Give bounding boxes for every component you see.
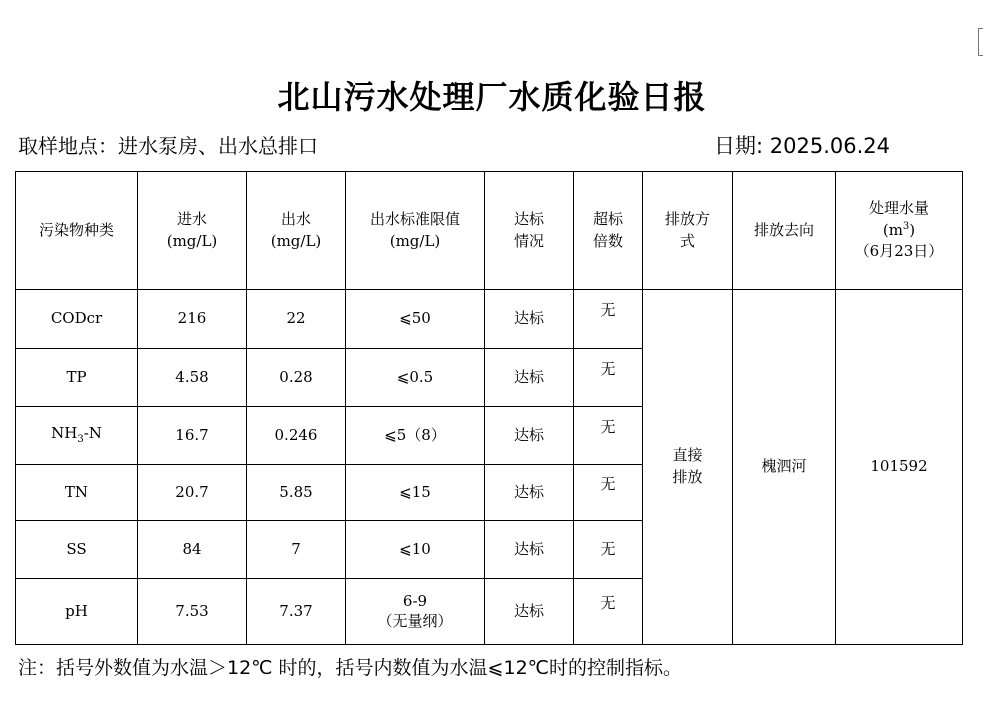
limit-value: ⩽0.5 <box>346 349 485 407</box>
header-discharge-mode: 排放方 式 <box>643 172 733 290</box>
header-pollutant: 污染物种类 <box>16 172 138 290</box>
table-row <box>16 290 963 349</box>
limit-value: 6-9 （无量纲） <box>346 579 485 645</box>
pollutant-name: $NH_3-N$ <box>16 407 138 465</box>
pollutant-name: TN <box>16 465 138 521</box>
exceed-multiple: 无 <box>574 407 643 465</box>
influent-value: 7.53 <box>138 579 247 645</box>
report-date <box>714 130 890 160</box>
discharge-destination: 槐泗河 <box>733 290 836 645</box>
pollutant-name: CODcr <box>16 290 138 349</box>
header-exceed: 超标 倍数 <box>574 172 643 290</box>
compliance-status: 达标 <box>485 579 574 645</box>
effluent-value: 7 <box>247 521 346 579</box>
limit-value: ⩽10 <box>346 521 485 579</box>
exceed-multiple: 无 <box>574 579 643 645</box>
compliance-status: 达标 <box>485 521 574 579</box>
header-compliance: 达标 情况 <box>485 172 574 290</box>
header-discharge-destination: 排放去向 <box>733 172 836 290</box>
water-quality-table <box>15 171 963 645</box>
sampling-location: 取样地点：进水泵房、出水总排口 <box>18 134 318 158</box>
limit-value: ⩽15 <box>346 465 485 521</box>
discharge-mode: 直接 排放 <box>643 290 733 645</box>
limit-value: ⩽5（8） <box>346 407 485 465</box>
date-label: 日期: <box>714 134 764 158</box>
pollutant-name: SS <box>16 521 138 579</box>
influent-value: 20.7 <box>138 465 247 521</box>
exceed-multiple: 无 <box>574 290 643 349</box>
pollutant-name: TP <box>16 349 138 407</box>
limit-value: ⩽50 <box>346 290 485 349</box>
influent-value: 4.58 <box>138 349 247 407</box>
exceed-multiple: 无 <box>574 349 643 407</box>
exceed-multiple: 无 <box>574 465 643 521</box>
effluent-value: 22 <box>247 290 346 349</box>
footnote: 注：括号外数值为水温＞12℃ 时的，括号内数值为水温⩽12℃时的控制指标。 <box>18 657 682 679</box>
page-corner-mark <box>978 28 983 56</box>
header-row <box>16 172 963 290</box>
influent-value: 216 <box>138 290 247 349</box>
influent-value: 84 <box>138 521 247 579</box>
compliance-status: 达标 <box>485 349 574 407</box>
date-value: 2025.06.24 <box>769 134 891 158</box>
effluent-value: 7.37 <box>247 579 346 645</box>
report-title: 北山污水处理厂水质化验日报 <box>277 78 707 116</box>
pollutant-name: pH <box>16 579 138 645</box>
compliance-status: 达标 <box>485 407 574 465</box>
treated-volume: 101592 <box>836 290 963 645</box>
exceed-multiple: 无 <box>574 521 643 579</box>
effluent-value: 0.246 <box>247 407 346 465</box>
header-limit: 出水标准限值 (mg/L) <box>346 172 485 290</box>
influent-value: 16.7 <box>138 407 247 465</box>
effluent-value: 5.85 <box>247 465 346 521</box>
header-treated-volume: 处理水量 $(m^3)$ （6月23日） <box>836 172 963 290</box>
compliance-status: 达标 <box>485 290 574 349</box>
header-effluent: 出水 (mg/L) <box>247 172 346 290</box>
header-influent: 进水 (mg/L) <box>138 172 247 290</box>
effluent-value: 0.28 <box>247 349 346 407</box>
compliance-status: 达标 <box>485 465 574 521</box>
